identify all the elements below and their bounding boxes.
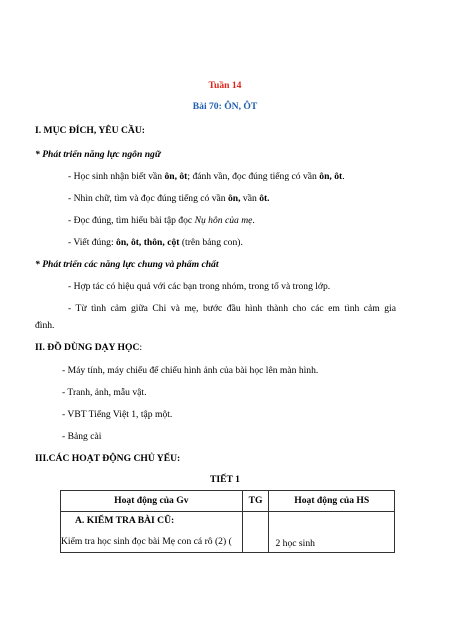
objective-item-4: - Viết đúng: ôn, ôt, thôn, cột (trên bảng con).	[68, 237, 243, 248]
objective-item-3: - Đọc đúng, tìm hiểu bài tập đọc Nụ hôn của mẹ.	[68, 215, 255, 226]
week-title: Tuần 14	[208, 80, 242, 91]
activities-table	[60, 490, 395, 553]
table-header-row	[61, 491, 395, 512]
materials-item-4: - Bảng cài	[62, 431, 102, 442]
section2-title: II. ĐỒ DÙNG DẠY HỌC:	[35, 342, 143, 353]
section3-title: III.CÁC HOẠT ĐỘNG CHỦ YẾU:	[35, 453, 181, 464]
teacher-cell	[61, 512, 243, 553]
row-heading: A. KIỂM TRA BÀI CŨ:	[75, 515, 175, 526]
student-cell	[269, 512, 395, 553]
header-teacher: Hoạt động của Gv	[61, 491, 243, 512]
objective-item-2: - Nhìn chữ, tìm và đọc đúng tiếng có vần ôn, vần ôt.	[68, 193, 270, 204]
table-row	[61, 512, 395, 553]
materials-item-2: - Tranh, ảnh, mẫu vật.	[62, 387, 147, 398]
section1-sub2: * Phát triển các năng lực chung và phẩm chất	[35, 259, 219, 270]
period-title: TIẾT 1	[210, 474, 240, 485]
header-student: Hoạt động của HS	[269, 491, 395, 512]
materials-item-1: - Máy tính, máy chiếu để chiếu hình ảnh của bài học lên màn hình.	[62, 365, 319, 376]
materials-item-3: - VBT Tiếng Việt 1, tập một.	[62, 409, 173, 420]
time-cell	[242, 512, 269, 553]
row-text: Kiểm tra học sinh đọc bài Mẹ con cá rô (2) (	[61, 536, 232, 547]
header-time: TG	[242, 491, 269, 512]
section1-title: I. MỤC ĐÍCH, YÊU CẦU:	[35, 125, 145, 136]
section1-sub1: * Phát triển năng lực ngôn ngữ	[35, 149, 161, 160]
objective-item-1: - Học sinh nhận biết vần ôn, ôt; đánh vần, đọc đúng tiếng có vần ôn, ôt.	[68, 171, 345, 182]
objective-item-6: - Từ tình cảm giữa Chi và mẹ, bước đầu hình thành cho các em tình cảm gia	[68, 303, 396, 314]
student-text: 2 học sinh	[275, 538, 315, 549]
objective-item-5: - Hợp tác có hiệu quả với các bạn trong nhóm, trong tổ và trong lớp.	[68, 281, 331, 292]
objective-item-6-cont: đình.	[35, 320, 55, 331]
lesson-title: Bài 70: ÔN, ÔT	[192, 101, 258, 112]
